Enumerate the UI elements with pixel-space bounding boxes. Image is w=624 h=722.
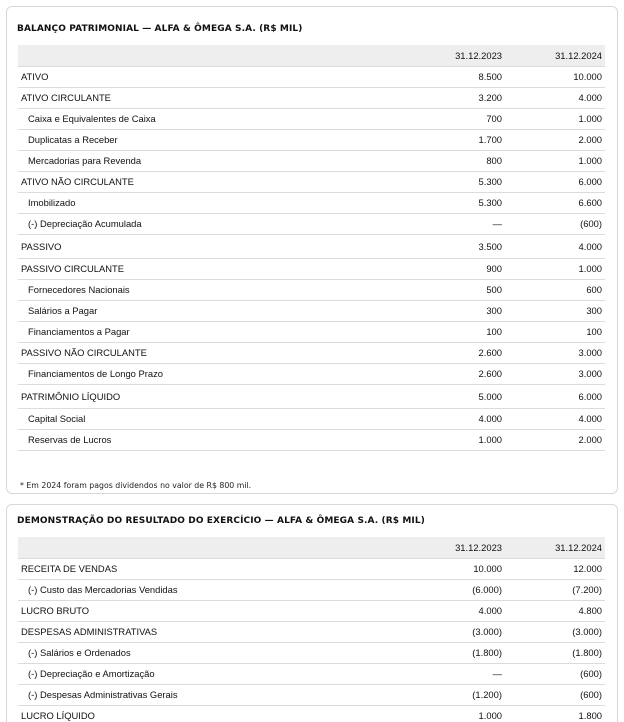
row-label: LUCRO BRUTO	[18, 600, 377, 621]
balance-sheet-table	[18, 45, 605, 451]
row-label: Reservas de Lucros	[18, 429, 377, 450]
value-2023: 4.000	[377, 408, 508, 429]
value-2023: —	[377, 213, 508, 234]
row-label: PASSIVO CIRCULANTE	[18, 258, 377, 279]
table-row	[18, 129, 605, 150]
value-2023: (1.200)	[377, 684, 508, 705]
row-label: PASSIVO NÃO CIRCULANTE	[18, 342, 377, 363]
row-label: Imobilizado	[18, 192, 377, 213]
balance-sheet-card	[6, 6, 618, 494]
value-2023: 1.000	[377, 705, 508, 722]
row-label: Mercadorias para Revenda	[18, 150, 377, 171]
value-2024: 6.000	[508, 171, 605, 192]
value-2024: (7.200)	[508, 579, 605, 600]
value-2024: 3.000	[508, 363, 605, 384]
table-row	[18, 150, 605, 171]
row-label: (-) Depreciação e Amortização	[18, 663, 377, 684]
value-2024: 3.000	[508, 342, 605, 363]
table-row	[18, 408, 605, 429]
header-2023: 31.12.2023	[377, 537, 508, 558]
value-2023: 1.000	[377, 429, 508, 450]
header-label-cell	[18, 45, 377, 66]
row-label: ATIVO NÃO CIRCULANTE	[18, 171, 377, 192]
value-2023: 3.500	[377, 234, 508, 258]
table-row	[18, 300, 605, 321]
income-statement-header-row	[18, 537, 605, 558]
row-label: RECEITA DE VENDAS	[18, 558, 377, 579]
value-2023: 800	[377, 150, 508, 171]
value-2024: (600)	[508, 663, 605, 684]
value-2024: (1.800)	[508, 642, 605, 663]
row-label: (-) Depreciação Acumulada	[18, 213, 377, 234]
header-2024: 31.12.2024	[508, 45, 605, 66]
table-row	[18, 642, 605, 663]
table-row	[18, 684, 605, 705]
value-2024: 1.000	[508, 108, 605, 129]
table-row	[18, 558, 605, 579]
table-row	[18, 279, 605, 300]
row-label: PATRIMÔNIO LÍQUIDO	[18, 384, 377, 408]
value-2023: 700	[377, 108, 508, 129]
value-2024: 6.000	[508, 384, 605, 408]
value-2024: 300	[508, 300, 605, 321]
row-label: ATIVO	[18, 66, 377, 87]
table-row	[18, 321, 605, 342]
table-row	[18, 663, 605, 684]
row-label: Capital Social	[18, 408, 377, 429]
value-2023: 1.700	[377, 129, 508, 150]
value-2024: 6.600	[508, 192, 605, 213]
value-2024: 4.000	[508, 408, 605, 429]
table-row	[18, 429, 605, 450]
balance-sheet-header-row	[18, 45, 605, 66]
table-row	[18, 384, 605, 408]
value-2024: (600)	[508, 213, 605, 234]
table-row	[18, 213, 605, 234]
value-2023: 4.000	[377, 600, 508, 621]
row-label: Caixa e Equivalentes de Caixa	[18, 108, 377, 129]
row-label: PASSIVO	[18, 234, 377, 258]
income-statement-table	[18, 537, 605, 722]
value-2024: 4.000	[508, 87, 605, 108]
value-2023: (6.000)	[377, 579, 508, 600]
balance-sheet-title: BALANÇO PATRIMONIAL — ALFA & ÔMEGA S.A. (R$ MIL)	[17, 24, 303, 34]
income-statement-card	[6, 504, 618, 722]
table-row	[18, 108, 605, 129]
table-row	[18, 87, 605, 108]
table-row	[18, 342, 605, 363]
value-2023: 2.600	[377, 363, 508, 384]
value-2024: 12.000	[508, 558, 605, 579]
value-2024: 10.000	[508, 66, 605, 87]
value-2024: (3.000)	[508, 621, 605, 642]
value-2024: 2.000	[508, 429, 605, 450]
value-2023: (1.800)	[377, 642, 508, 663]
table-row	[18, 192, 605, 213]
header-2024: 31.12.2024	[508, 537, 605, 558]
header-2023: 31.12.2023	[377, 45, 508, 66]
value-2023: 3.200	[377, 87, 508, 108]
table-row	[18, 600, 605, 621]
value-2024: 600	[508, 279, 605, 300]
dividends-footnote: * Em 2024 foram pagos dividendos no valor de R$ 800 mil.	[20, 481, 252, 490]
value-2024: 1.800	[508, 705, 605, 722]
value-2023: 10.000	[377, 558, 508, 579]
table-row	[18, 705, 605, 722]
row-label: Financiamentos de Longo Prazo	[18, 363, 377, 384]
value-2024: 2.000	[508, 129, 605, 150]
value-2024: 1.000	[508, 150, 605, 171]
row-label: (-) Custo das Mercadorias Vendidas	[18, 579, 377, 600]
value-2023: 5.000	[377, 384, 508, 408]
row-label: LUCRO LÍQUIDO	[18, 705, 377, 722]
value-2023: (3.000)	[377, 621, 508, 642]
row-label: (-) Salários e Ordenados	[18, 642, 377, 663]
table-row	[18, 234, 605, 258]
value-2024: 4.000	[508, 234, 605, 258]
row-label: (-) Despesas Administrativas Gerais	[18, 684, 377, 705]
row-label: Salários a Pagar	[18, 300, 377, 321]
table-row	[18, 66, 605, 87]
value-2023: 2.600	[377, 342, 508, 363]
table-row	[18, 621, 605, 642]
header-label-cell	[18, 537, 377, 558]
value-2023: 5.300	[377, 192, 508, 213]
value-2024: 4.800	[508, 600, 605, 621]
table-row	[18, 363, 605, 384]
value-2023: 8.500	[377, 66, 508, 87]
value-2024: 1.000	[508, 258, 605, 279]
value-2023: 5.300	[377, 171, 508, 192]
row-label: Duplicatas a Receber	[18, 129, 377, 150]
table-row	[18, 258, 605, 279]
row-label: ATIVO CIRCULANTE	[18, 87, 377, 108]
value-2024: 100	[508, 321, 605, 342]
value-2023: 900	[377, 258, 508, 279]
row-label: DESPESAS ADMINISTRATIVAS	[18, 621, 377, 642]
table-row	[18, 579, 605, 600]
row-label: Financiamentos a Pagar	[18, 321, 377, 342]
income-statement-title: DEMONSTRAÇÃO DO RESULTADO DO EXERCÍCIO — ALFA & ÔMEGA S.A. (R$ MIL)	[17, 516, 425, 526]
value-2023: —	[377, 663, 508, 684]
table-row	[18, 171, 605, 192]
value-2023: 300	[377, 300, 508, 321]
row-label: Fornecedores Nacionais	[18, 279, 377, 300]
value-2023: 500	[377, 279, 508, 300]
value-2024: (600)	[508, 684, 605, 705]
value-2023: 100	[377, 321, 508, 342]
